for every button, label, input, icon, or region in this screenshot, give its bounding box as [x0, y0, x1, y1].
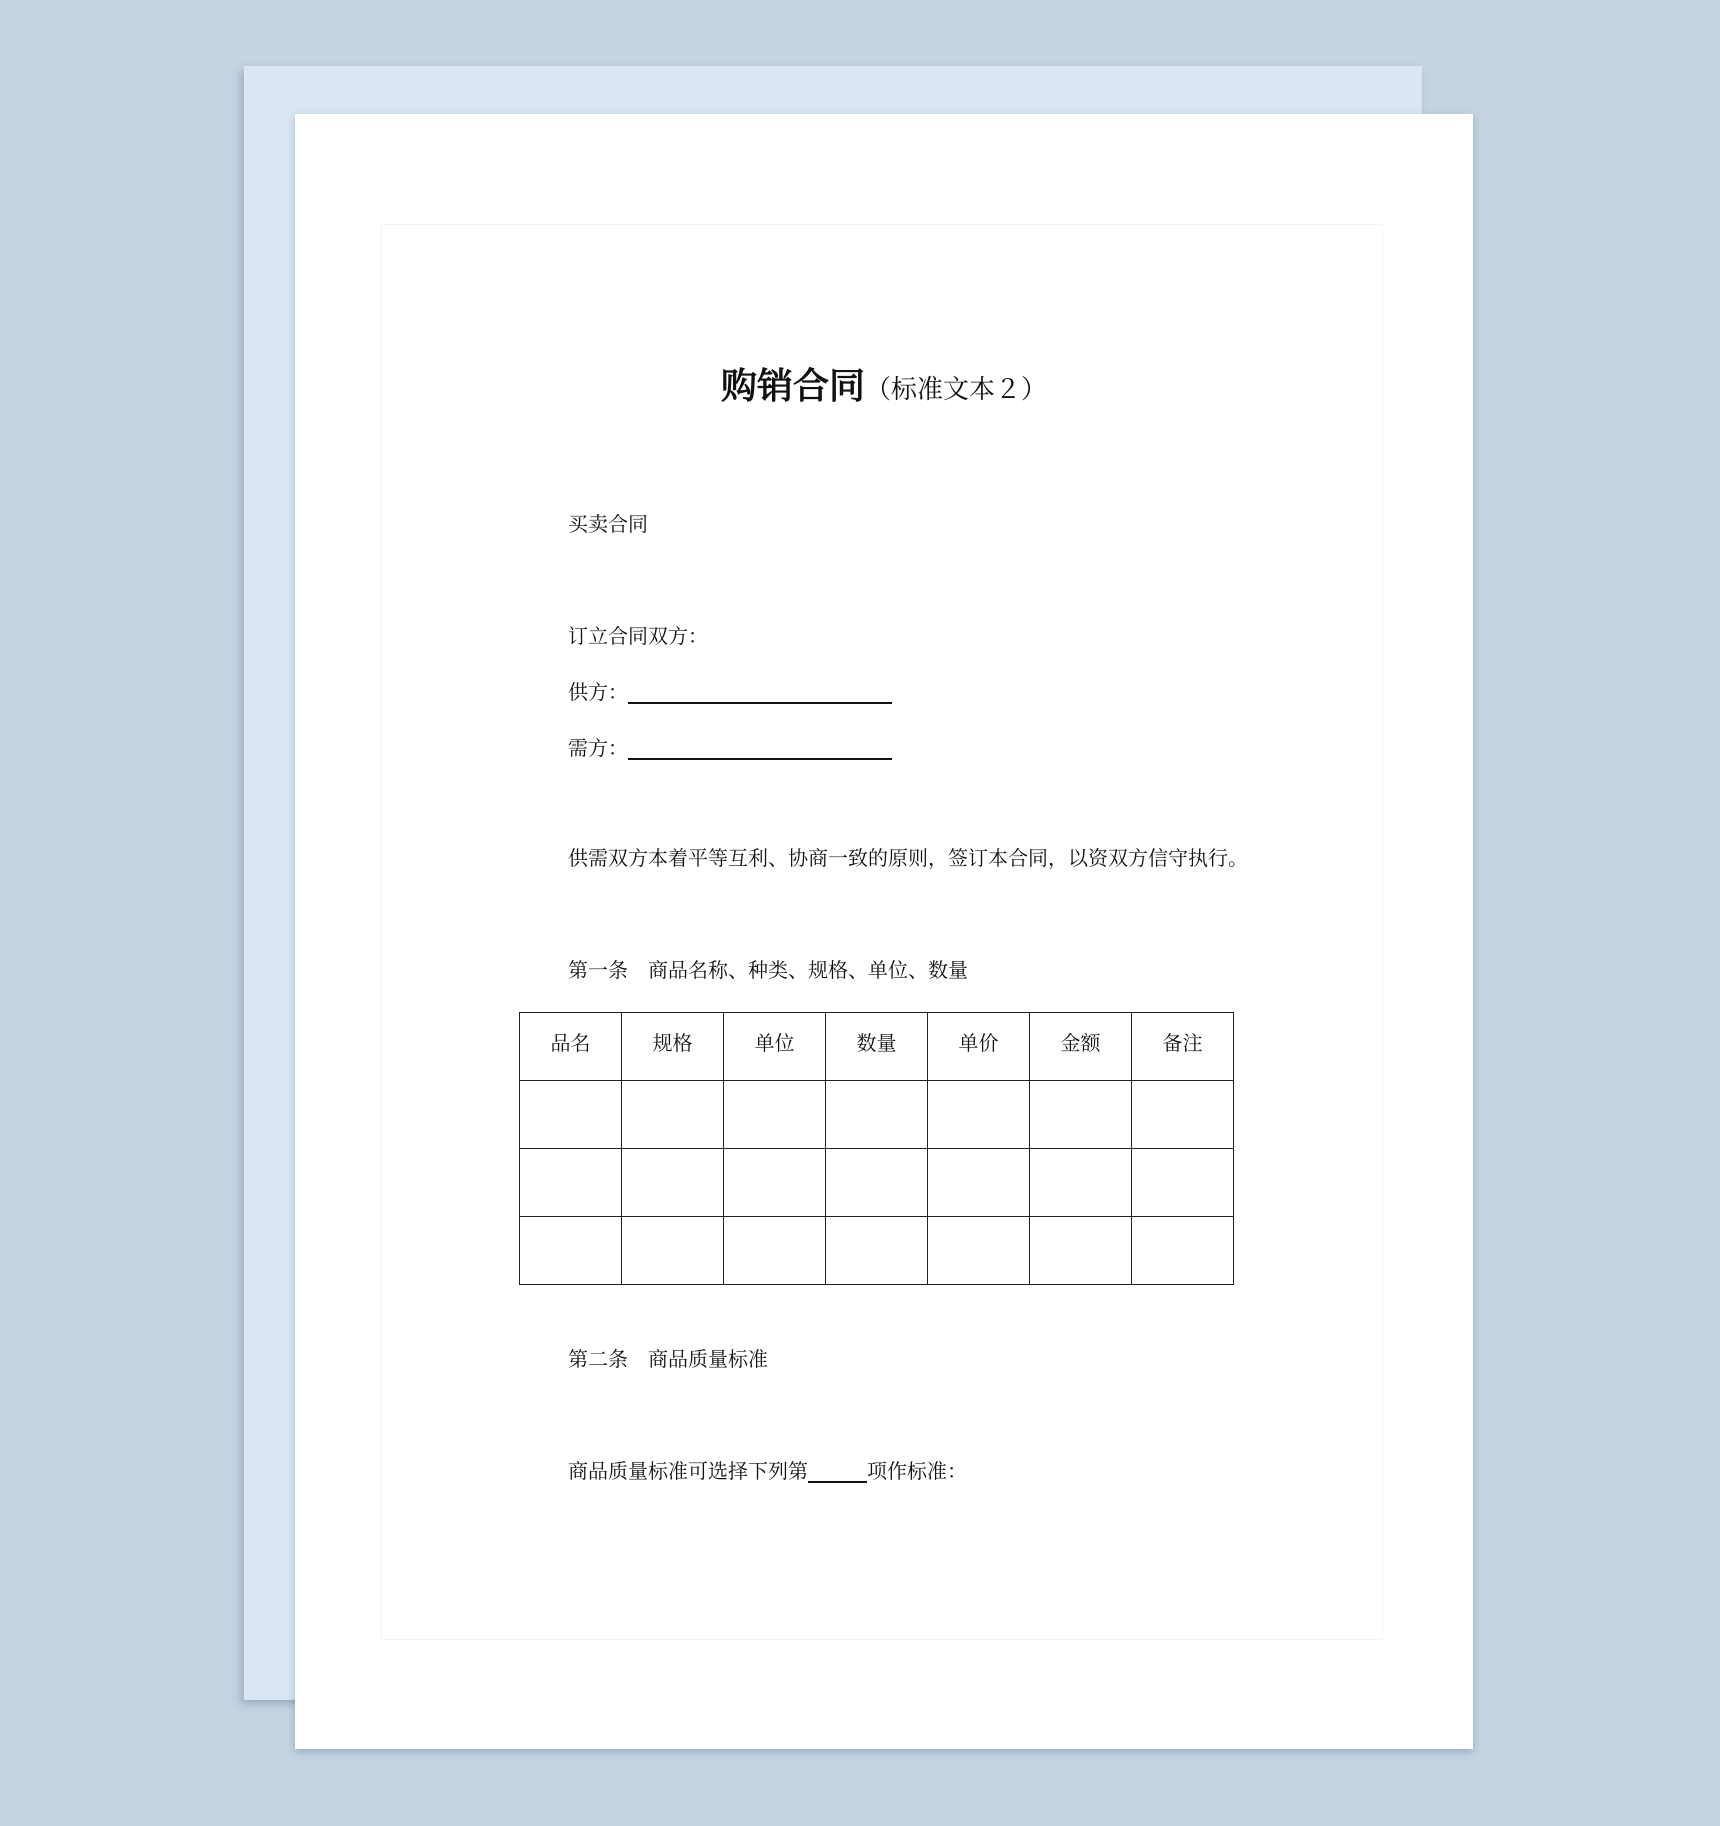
quality-text-before: 商品质量标准可选择下列第	[568, 1459, 808, 1483]
buyer-line	[568, 736, 892, 760]
buyer-label: 需方：	[568, 736, 628, 760]
table-cell[interactable]	[724, 1081, 826, 1149]
parties-label: 订立合同双方：	[568, 624, 708, 648]
header-cell: 金额	[1030, 1013, 1132, 1081]
table-cell[interactable]	[724, 1149, 826, 1217]
table-cell[interactable]	[1030, 1149, 1132, 1217]
quality-line	[568, 1459, 967, 1483]
header-cell: 单价	[928, 1013, 1030, 1081]
table-cell[interactable]	[1030, 1217, 1132, 1285]
table-row	[520, 1081, 1234, 1149]
article-1-heading: 第一条 商品名称、种类、规格、单位、数量	[568, 958, 968, 982]
supplier-blank[interactable]	[628, 682, 892, 704]
table-cell[interactable]	[1132, 1081, 1234, 1149]
table-cell[interactable]	[520, 1081, 622, 1149]
header-cell: 品名	[520, 1013, 622, 1081]
table-cell[interactable]	[724, 1217, 826, 1285]
doc-type: 买卖合同	[568, 512, 648, 536]
header-cell: 规格	[622, 1013, 724, 1081]
article-2-heading: 第二条 商品质量标准	[568, 1347, 768, 1371]
supplier-label: 供方：	[568, 680, 628, 704]
table-cell[interactable]	[520, 1217, 622, 1285]
table-cell[interactable]	[622, 1149, 724, 1217]
table-cell[interactable]	[928, 1081, 1030, 1149]
header-cell: 单位	[724, 1013, 826, 1081]
table-cell[interactable]	[826, 1217, 928, 1285]
title-main: 购销合同	[720, 366, 865, 407]
intro-paragraph: 供需双方本着平等互利、协商一致的原则，签订本合同，以资双方信守执行。	[568, 846, 1248, 870]
table-row	[520, 1217, 1234, 1285]
table-cell[interactable]	[928, 1149, 1030, 1217]
header-cell: 备注	[1132, 1013, 1234, 1081]
table-cell[interactable]	[826, 1149, 928, 1217]
page-margin-border	[381, 224, 1383, 1640]
table-row	[520, 1149, 1234, 1217]
header-cell: 数量	[826, 1013, 928, 1081]
supplier-line	[568, 680, 892, 704]
table-cell[interactable]	[1132, 1217, 1234, 1285]
document-page	[295, 114, 1473, 1749]
quality-blank[interactable]	[808, 1461, 867, 1483]
table-cell[interactable]	[928, 1217, 1030, 1285]
table-cell[interactable]	[1132, 1149, 1234, 1217]
document-title	[295, 358, 1473, 409]
table-cell[interactable]	[1030, 1081, 1132, 1149]
table-cell[interactable]	[622, 1081, 724, 1149]
table-cell[interactable]	[622, 1217, 724, 1285]
buyer-blank[interactable]	[628, 738, 892, 760]
table-header-row	[520, 1013, 1234, 1081]
title-sub: （标准文本２）	[865, 375, 1048, 405]
table-cell[interactable]	[826, 1081, 928, 1149]
goods-table	[519, 1012, 1234, 1285]
quality-text-after: 项作标准：	[867, 1459, 967, 1483]
table-cell[interactable]	[520, 1149, 622, 1217]
